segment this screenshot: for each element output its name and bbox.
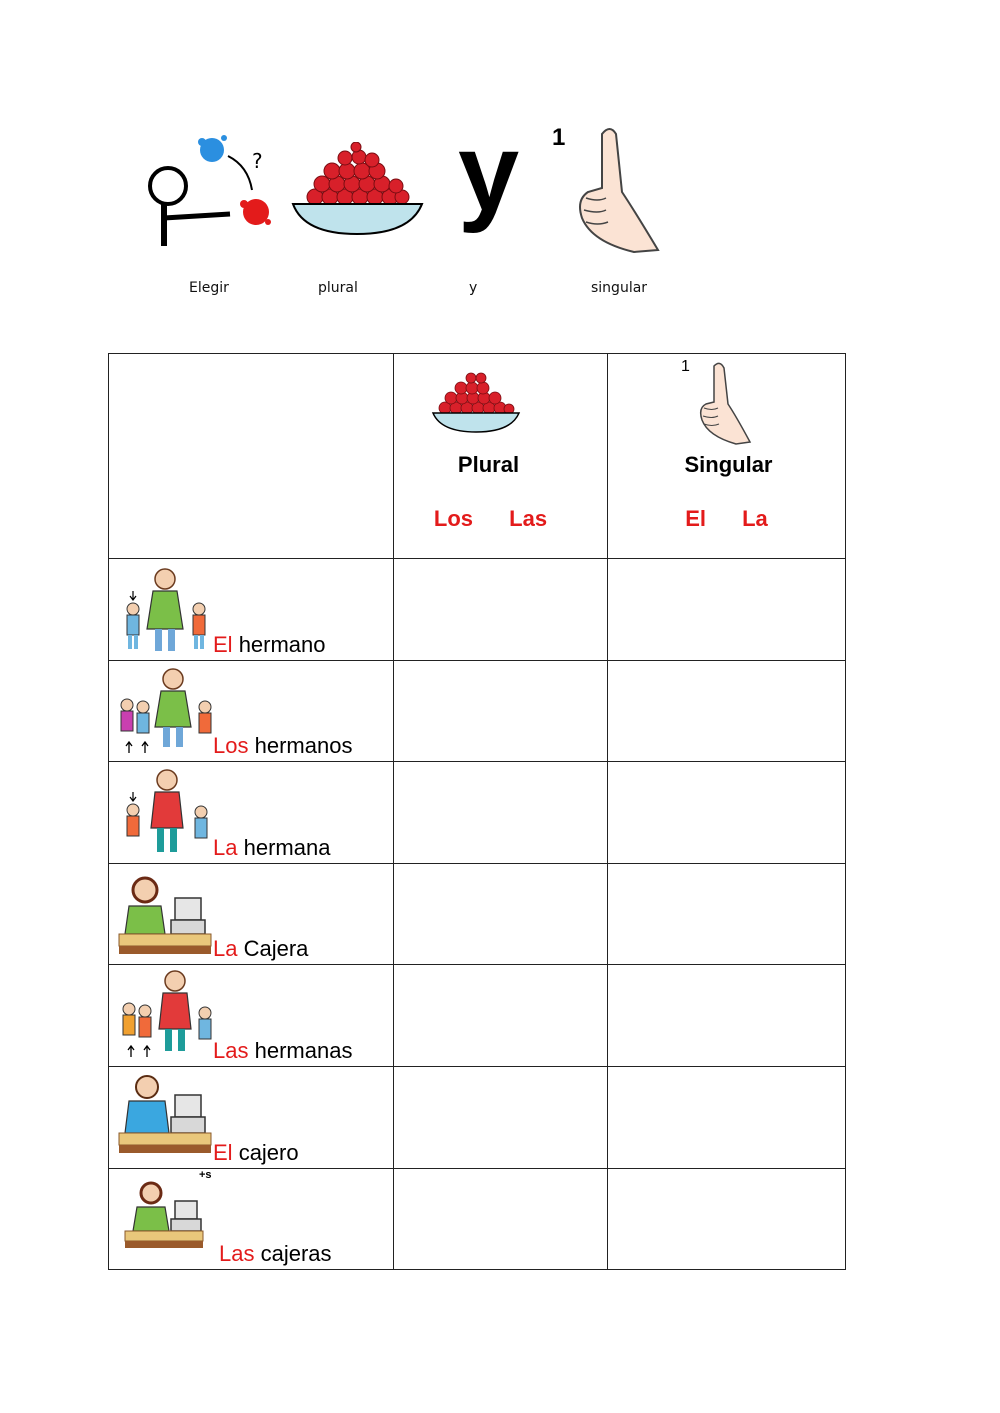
boys-siblings-pictogram (117, 665, 217, 762)
noun-label: hermanas (254, 1038, 353, 1063)
word-cell (109, 864, 394, 965)
boy-sibling-pictogram (117, 563, 217, 660)
noun-label: hermano (238, 632, 326, 657)
word-cell (109, 559, 394, 661)
singular-articles (608, 506, 845, 532)
caption-singular: singular (591, 280, 648, 296)
worksheet-table (108, 353, 846, 1270)
plural-heading: Plural (457, 452, 520, 477)
caption-elegir: Elegir (189, 280, 229, 296)
word-cell (109, 1067, 394, 1169)
plural-answer-cell[interactable] (394, 965, 608, 1067)
table-row (109, 1169, 846, 1270)
word-label (213, 1038, 352, 1064)
number-one-label: 1 (552, 124, 566, 151)
plural-answer-cell[interactable] (394, 864, 608, 965)
plural-answer-cell[interactable] (394, 559, 608, 661)
article-el: El (685, 506, 706, 531)
singular-header-cell (608, 354, 846, 559)
noun-label: hermanos (254, 733, 353, 758)
word-label (213, 733, 352, 759)
article-label: El (213, 1140, 233, 1165)
word-cell (109, 965, 394, 1067)
plural-answer-cell[interactable] (394, 762, 608, 864)
singular-answer-cell[interactable] (608, 864, 846, 965)
empty-header-cell (109, 354, 394, 559)
plural-answer-cell[interactable] (394, 1067, 608, 1169)
plural-articles (394, 506, 607, 532)
noun-label: hermana (243, 835, 331, 860)
table-row (109, 661, 846, 762)
word-label (213, 936, 308, 962)
noun-label: cajeras (260, 1241, 332, 1266)
article-label: La (213, 936, 238, 961)
girls-siblings-pictogram (117, 969, 217, 1066)
bowl-of-berries-pictogram (431, 370, 521, 439)
header-row (109, 354, 846, 559)
one-finger-pictogram (696, 360, 752, 451)
female-cashier-pictogram (117, 868, 217, 965)
word-label (219, 1241, 332, 1267)
singular-heading: Singular (684, 452, 773, 477)
article-label: El (213, 632, 233, 657)
caption-y: y (469, 280, 478, 296)
article-label: Las (213, 1038, 249, 1063)
plural-answer-cell[interactable] (394, 1169, 608, 1270)
male-cashier-pictogram (117, 1071, 217, 1168)
table-row (109, 965, 846, 1067)
noun-label: cajero (238, 1140, 299, 1165)
bowl-of-berries-pictogram (290, 142, 425, 237)
table-row (109, 1067, 846, 1169)
article-la: La (742, 506, 768, 531)
word-label (213, 632, 326, 658)
caption-plural: plural (318, 280, 358, 296)
word-label (213, 835, 330, 861)
number-one-label: 1 (681, 358, 690, 375)
singular-answer-cell[interactable] (608, 965, 846, 1067)
noun-label: Cajera (243, 936, 309, 961)
table-row (109, 559, 846, 661)
table-row (109, 762, 846, 864)
article-las: Las (509, 506, 548, 531)
singular-answer-cell[interactable] (608, 1169, 846, 1270)
one-finger-pictogram (572, 122, 662, 257)
word-label (213, 1140, 299, 1166)
girl-sibling-pictogram (117, 766, 217, 863)
singular-answer-cell[interactable] (608, 762, 846, 864)
singular-answer-cell[interactable] (608, 661, 846, 762)
svg-text:?: ? (252, 149, 263, 173)
article-los: Los (433, 506, 474, 531)
article-label: Los (213, 733, 249, 758)
choose-pictogram (140, 128, 280, 253)
plural-header-cell (394, 354, 608, 559)
table-row (109, 864, 846, 965)
plural-answer-cell[interactable] (394, 661, 608, 762)
word-cell (109, 762, 394, 864)
female-cashiers-pictogram (123, 1173, 219, 1270)
word-cell (109, 661, 394, 762)
article-label: La (213, 835, 238, 860)
plural-mark: +s (199, 1169, 212, 1181)
singular-answer-cell[interactable] (608, 559, 846, 661)
letter-y-glyph: y (458, 111, 520, 234)
singular-answer-cell[interactable] (608, 1067, 846, 1169)
article-label: Las (219, 1241, 255, 1266)
word-cell (109, 1169, 394, 1270)
